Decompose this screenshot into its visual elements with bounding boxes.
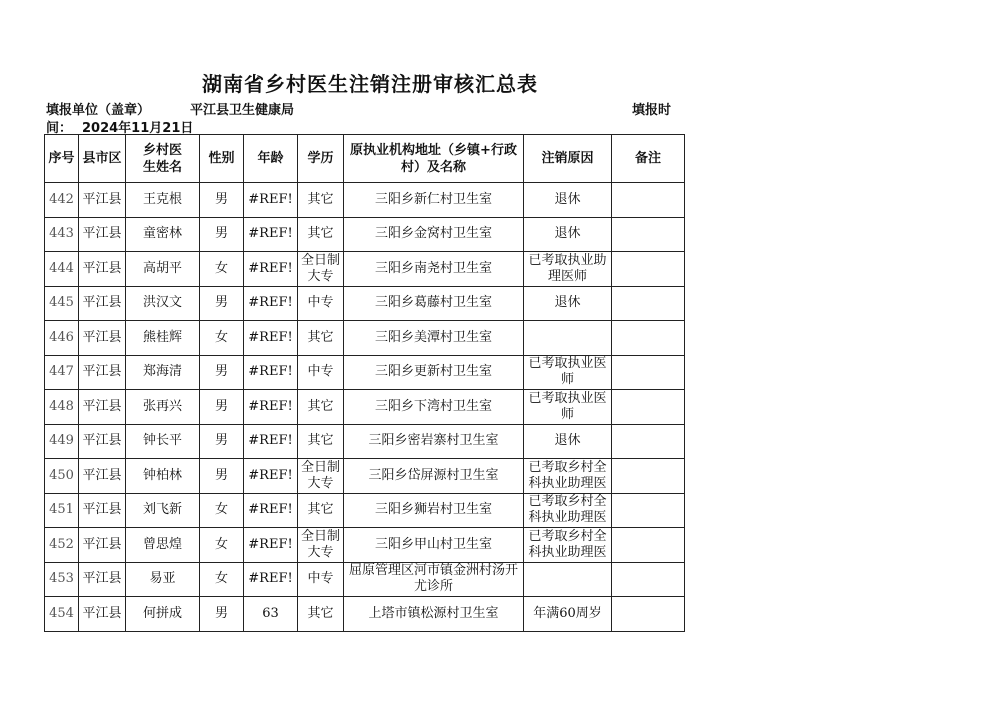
table-row	[45, 183, 685, 218]
cell-address: 三阳乡南尧村卫生室	[344, 252, 524, 287]
cell-county: 平江县	[79, 252, 126, 287]
cell-gender: 女	[200, 252, 244, 287]
cell-age: #REF!	[244, 252, 298, 287]
cell-county: 平江县	[79, 493, 126, 528]
cell-age: #REF!	[244, 562, 298, 597]
cell-county: 平江县	[79, 286, 126, 321]
cell-name: 何拼成	[126, 597, 200, 632]
cell-remark	[612, 562, 685, 597]
cell-address: 上塔市镇松源村卫生室	[344, 597, 524, 632]
cell-address: 三阳乡新仁村卫生室	[344, 183, 524, 218]
cell-no: 450	[45, 459, 79, 494]
header-address: 原执业机构地址（乡镇+行政村）及名称	[344, 135, 524, 183]
cell-education: 其它	[298, 183, 344, 218]
cell-remark	[612, 321, 685, 356]
cell-age: #REF!	[244, 493, 298, 528]
cell-name: 洪汉文	[126, 286, 200, 321]
cell-age: #REF!	[244, 528, 298, 563]
cell-reason: 已考取乡村全科执业助理医	[524, 459, 612, 494]
cell-no: 452	[45, 528, 79, 563]
reporting-unit-label: 填报单位（盖章）	[46, 103, 151, 118]
cell-no: 448	[45, 390, 79, 425]
cell-gender: 男	[200, 424, 244, 459]
cell-education: 中专	[298, 562, 344, 597]
cell-remark	[612, 286, 685, 321]
cell-gender: 男	[200, 355, 244, 390]
cell-reason: 年满60周岁	[524, 597, 612, 632]
cell-gender: 男	[200, 597, 244, 632]
cell-county: 平江县	[79, 562, 126, 597]
table-row	[45, 528, 685, 563]
cell-reason	[524, 562, 612, 597]
table-body	[45, 183, 685, 632]
cell-gender: 女	[200, 321, 244, 356]
table-header-row	[45, 135, 685, 183]
cell-name: 高胡平	[126, 252, 200, 287]
cell-age: #REF!	[244, 321, 298, 356]
cell-county: 平江县	[79, 217, 126, 252]
cell-education: 中专	[298, 355, 344, 390]
cell-education: 全日制大专	[298, 459, 344, 494]
cell-name: 童密林	[126, 217, 200, 252]
cell-no: 454	[45, 597, 79, 632]
cell-reason: 退休	[524, 217, 612, 252]
cell-remark	[612, 252, 685, 287]
cell-reason: 已考取乡村全科执业助理医	[524, 528, 612, 563]
cell-name: 曾思煌	[126, 528, 200, 563]
cell-age: #REF!	[244, 459, 298, 494]
cell-no: 445	[45, 286, 79, 321]
header-no: 序号	[45, 135, 79, 183]
cell-age: #REF!	[244, 424, 298, 459]
cell-gender: 女	[200, 528, 244, 563]
cell-county: 平江县	[79, 321, 126, 356]
table-row	[45, 252, 685, 287]
cell-reason	[524, 321, 612, 356]
cell-name: 易亚	[126, 562, 200, 597]
reporting-time-label: 填报时	[632, 103, 672, 118]
cell-no: 451	[45, 493, 79, 528]
cell-reason: 退休	[524, 286, 612, 321]
cell-no: 442	[45, 183, 79, 218]
table-row	[45, 286, 685, 321]
cell-remark	[612, 424, 685, 459]
cell-no: 444	[45, 252, 79, 287]
cell-county: 平江县	[79, 459, 126, 494]
cell-name: 王克根	[126, 183, 200, 218]
cell-name: 钟柏林	[126, 459, 200, 494]
cell-reason: 已考取执业医师	[524, 355, 612, 390]
cell-age: #REF!	[244, 286, 298, 321]
cell-reason: 退休	[524, 424, 612, 459]
cell-address: 屈原管理区河市镇金洲村汤开尤诊所	[344, 562, 524, 597]
cell-gender: 男	[200, 459, 244, 494]
cell-reason: 已考取执业助理医师	[524, 252, 612, 287]
cell-gender: 男	[200, 183, 244, 218]
cell-address: 三阳乡下湾村卫生室	[344, 390, 524, 425]
cell-gender: 男	[200, 217, 244, 252]
cell-address: 三阳乡密岩寨村卫生室	[344, 424, 524, 459]
cell-no: 446	[45, 321, 79, 356]
cell-education: 全日制大专	[298, 252, 344, 287]
deregistration-table	[44, 134, 685, 632]
table-row	[45, 355, 685, 390]
header-county: 县市区	[79, 135, 126, 183]
table-row	[45, 562, 685, 597]
cell-education: 其它	[298, 424, 344, 459]
cell-reason: 已考取乡村全科执业助理医	[524, 493, 612, 528]
header-reason: 注销原因	[524, 135, 612, 183]
reporting-unit-value: 平江县卫生健康局	[190, 103, 295, 118]
header-name: 乡村医生姓名	[126, 135, 200, 183]
cell-address: 三阳乡更新村卫生室	[344, 355, 524, 390]
cell-education: 其它	[298, 493, 344, 528]
cell-age: #REF!	[244, 390, 298, 425]
header-education: 学历	[298, 135, 344, 183]
cell-county: 平江县	[79, 424, 126, 459]
cell-age: #REF!	[244, 355, 298, 390]
reporting-date: 2024年11月21日	[82, 121, 194, 136]
header-age: 年龄	[244, 135, 298, 183]
cell-remark	[612, 390, 685, 425]
cell-no: 453	[45, 562, 79, 597]
cell-name: 钟长平	[126, 424, 200, 459]
table-row	[45, 390, 685, 425]
cell-age: #REF!	[244, 217, 298, 252]
cell-remark	[612, 493, 685, 528]
cell-county: 平江县	[79, 390, 126, 425]
cell-education: 其它	[298, 217, 344, 252]
cell-no: 447	[45, 355, 79, 390]
table-row	[45, 321, 685, 356]
cell-gender: 女	[200, 562, 244, 597]
reporting-time-label-cont: 间：	[46, 121, 73, 136]
table-row	[45, 493, 685, 528]
page-title: 湖南省乡村医生注销注册审核汇总表	[202, 72, 538, 96]
cell-gender: 男	[200, 286, 244, 321]
cell-gender: 男	[200, 390, 244, 425]
cell-name: 刘飞新	[126, 493, 200, 528]
cell-education: 其它	[298, 597, 344, 632]
cell-name: 熊桂辉	[126, 321, 200, 356]
table-row	[45, 424, 685, 459]
table-row	[45, 459, 685, 494]
cell-remark	[612, 459, 685, 494]
cell-name: 张再兴	[126, 390, 200, 425]
cell-remark	[612, 597, 685, 632]
cell-remark	[612, 217, 685, 252]
header-remark: 备注	[612, 135, 685, 183]
header-gender: 性别	[200, 135, 244, 183]
cell-name: 郑海清	[126, 355, 200, 390]
cell-county: 平江县	[79, 183, 126, 218]
cell-remark	[612, 183, 685, 218]
cell-remark	[612, 355, 685, 390]
cell-address: 三阳乡葛藤村卫生室	[344, 286, 524, 321]
cell-no: 443	[45, 217, 79, 252]
cell-education: 全日制大专	[298, 528, 344, 563]
table-row	[45, 217, 685, 252]
cell-county: 平江县	[79, 597, 126, 632]
cell-age: #REF!	[244, 183, 298, 218]
cell-address: 三阳乡岱屏源村卫生室	[344, 459, 524, 494]
cell-gender: 女	[200, 493, 244, 528]
cell-age: 63	[244, 597, 298, 632]
cell-no: 449	[45, 424, 79, 459]
cell-address: 三阳乡狮岩村卫生室	[344, 493, 524, 528]
cell-reason: 退休	[524, 183, 612, 218]
cell-education: 其它	[298, 321, 344, 356]
table-row	[45, 597, 685, 632]
cell-education: 其它	[298, 390, 344, 425]
cell-remark	[612, 528, 685, 563]
cell-address: 三阳乡美潭村卫生室	[344, 321, 524, 356]
cell-county: 平江县	[79, 528, 126, 563]
cell-address: 三阳乡甲山村卫生室	[344, 528, 524, 563]
cell-county: 平江县	[79, 355, 126, 390]
cell-reason: 已考取执业医师	[524, 390, 612, 425]
cell-education: 中专	[298, 286, 344, 321]
cell-address: 三阳乡金窝村卫生室	[344, 217, 524, 252]
